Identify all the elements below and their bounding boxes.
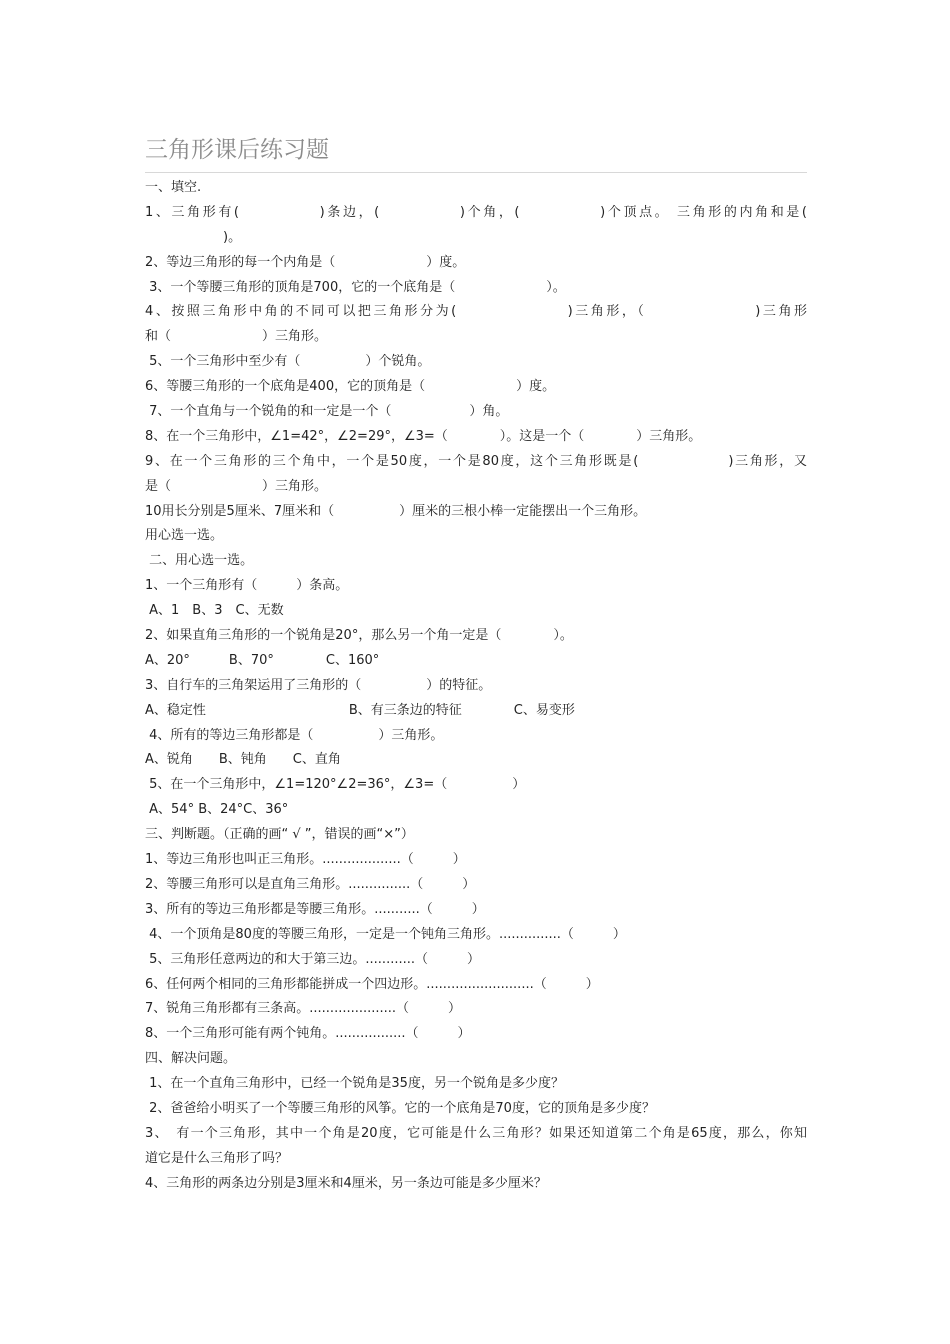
text-line: 8、一个三角形可能有两个钝角。.................（ ） <box>145 1026 471 1042</box>
text-line: 4、按照三角形中角的不同可以把三角形分为( )三角形，（ )三角形 <box>145 304 807 320</box>
title-divider <box>145 172 807 173</box>
text-line: 道它是什么三角形了吗？ <box>145 1150 289 1166</box>
text-line: 和（ ）三角形。 <box>145 329 328 345</box>
text-line: A、稳定性 B、有三条边的特征 C、易变形 <box>145 702 575 718</box>
text-line: 5、在一个三角形中，∠1=120°∠2=36°，∠3=（ ） <box>145 777 526 793</box>
document-body <box>145 176 807 1197</box>
text-line: 2、等边三角形的每一个内角是（ ）度。 <box>145 254 466 270</box>
text-line: 7、一个直角与一个锐角的和一定是一个（ ）角。 <box>145 404 509 420</box>
text-line: 6、等腰三角形的一个底角是400，它的顶角是（ ）度。 <box>145 379 556 395</box>
text-line: 9、在一个三角形的三个角中，一个是50度，一个是80度，这个三角形既是( )三角形，又 <box>145 453 807 469</box>
text-line: 三、判断题。（正确的画“ √ ”，错误的画“×”） <box>145 827 414 843</box>
text-line: 10用长分别是5厘米、7厘米和（ ）厘米的三根小棒一定能摆出一个三角形。 <box>145 503 647 519</box>
text-line: 4、三角形的两条边分别是3厘米和4厘米，另一条边可能是多少厘米？ <box>145 1175 547 1191</box>
text-line: 7、锐角三角形都有三条高。.....................（ ） <box>145 1001 462 1017</box>
text-line: )。 <box>145 229 242 245</box>
text-line: 1、在一个直角三角形中，已经一个锐角是35度，另一个锐角是多少度？ <box>145 1076 564 1092</box>
text-line: 4、一个顶角是80度的等腰三角形，一定是一个钝角三角形。...............（ ） <box>145 926 626 942</box>
text-line: 3、一个等腰三角形的顶角是700，它的一个底角是（ ）。 <box>145 279 566 295</box>
text-line: 4、所有的等边三角形都是（ ）三角形。 <box>145 727 444 743</box>
text-line: A、54° B、24°C、36° <box>145 802 289 818</box>
text-line: 3、所有的等边三角形都是等腰三角形。...........（ ） <box>145 901 485 917</box>
document-title: 三角形课后练习题 <box>145 137 329 163</box>
text-line: 二、用心选一选。 <box>145 553 254 569</box>
document-page <box>145 130 807 1197</box>
text-line: 1、等边三角形也叫正三角形。...................（ ） <box>145 852 466 868</box>
text-line: 2、如果直角三角形的一个锐角是20°，那么另一个角一定是（ ）。 <box>145 628 573 644</box>
text-line: 1、三角形有( )条边，( )个角，( )个顶点。 三角形的内角和是( <box>145 204 807 220</box>
text-line: 5、三角形任意两边的和大于第三边。............（ ） <box>145 951 480 967</box>
text-line: A、锐角 B、钝角 C、直角 <box>145 752 341 768</box>
text-line: A、20° B、70° C、160° <box>145 652 380 668</box>
text-line: A、1 B、3 C、无数 <box>145 603 284 619</box>
text-line: 用心选一选。 <box>145 528 224 544</box>
text-line: 8、在一个三角形中，∠1=42°，∠2=29°，∠3=（ ）。这是一个（ ）三角形。 <box>145 428 702 444</box>
text-line: 3、自行车的三角架运用了三角形的（ ）的特征。 <box>145 677 492 693</box>
text-line: 四、解决问题。 <box>145 1051 237 1067</box>
text-line: 2、等腰三角形可以是直角三角形。...............（ ） <box>145 876 476 892</box>
text-line: 一、填空. <box>145 180 202 195</box>
text-line: 1、一个三角形有（ ）条高。 <box>145 578 349 594</box>
text-line: 5、一个三角形中至少有（ ）个锐角。 <box>145 354 431 370</box>
text-line: 2、爸爸给小明买了一个等腰三角形的风筝。它的一个底角是70度，它的顶角是多少度？ <box>145 1100 655 1116</box>
text-line: 3、 有一个三角形，其中一个角是20度，它可能是什么三角形？如果还知道第二个角是65度，那么，你知 <box>145 1125 807 1141</box>
text-line: 是（ ）三角形。 <box>145 478 328 494</box>
text-line: 6、任何两个相同的三角形都能拼成一个四边形。..........................（ ） <box>145 976 599 992</box>
